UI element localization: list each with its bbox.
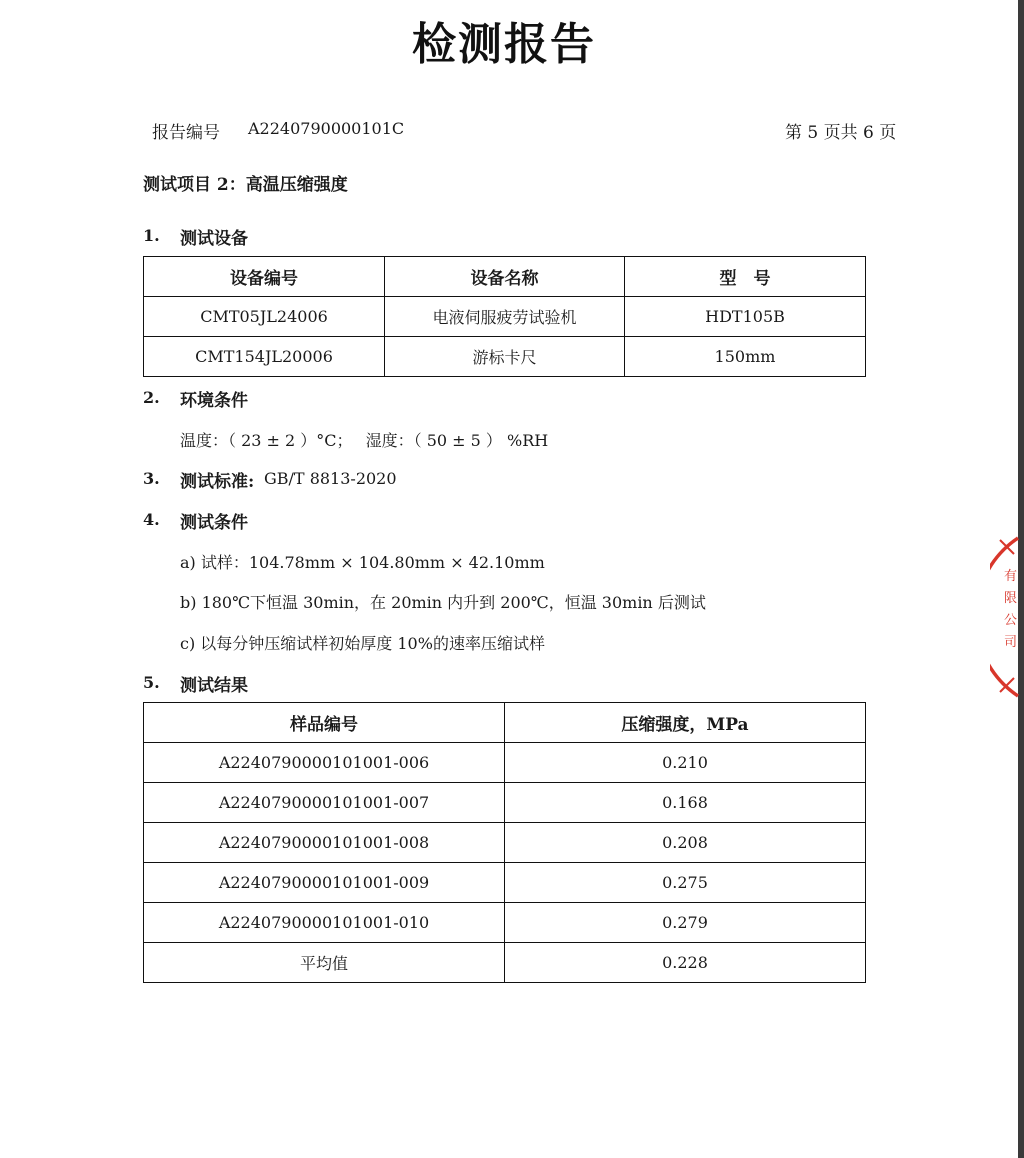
environment-conditions-text: 温度：（ 23 ± 2 ）°C； 湿度：（ 50 ± 5 ） %RH [180,431,549,450]
company-seal-stamp [990,530,1020,710]
equipment-table [143,256,866,377]
strength-cell: 0.210 [505,743,866,783]
strength-cell: 0.168 [505,783,866,823]
header-model: 型 号 [625,257,866,297]
table-row [144,863,866,903]
table-row [144,743,866,783]
test-standard-value: GB/T 8813-2020 [264,469,397,488]
table-row [144,297,866,337]
table-row [144,337,866,377]
report-title: 检测报告 [412,19,596,70]
equipment-name-cell: 游标卡尺 [385,337,625,377]
header-sample-id: 样品编号 [144,703,505,743]
section-3-number: 3. [143,469,160,488]
condition-line-a: a) 试样：104.78mm × 104.80mm × 42.10mm [180,553,545,572]
header-compressive-strength: 压缩强度，MPa [505,703,866,743]
seal-lettering: 司 [1004,634,1018,649]
equipment-name-cell: 电液伺服疲劳试验机 [385,297,625,337]
section-4-title: 测试条件 [180,513,248,533]
seal-lettering: 限 [1004,590,1018,605]
test-item-title: 测试项目 2：高温压缩强度 [143,175,348,195]
sample-id-cell: A2240790000101001-007 [144,783,505,823]
condition-line-b: b) 180℃下恒温 30min，在 20min 内升到 200℃，恒温 30min 后测试 [180,593,706,612]
equipment-model-cell: 150mm [625,337,866,377]
section-1-title: 测试设备 [180,229,248,249]
header-equipment-name: 设备名称 [385,257,625,297]
section-5-title: 测试结果 [180,676,248,696]
average-value-cell: 0.228 [505,943,866,983]
table-row [144,783,866,823]
seal-graphic [990,530,1020,710]
table-row-average [144,943,866,983]
section-4-number: 4. [143,510,160,529]
table-header-row [144,257,866,297]
sample-id-cell: A2240790000101001-006 [144,743,505,783]
header-equipment-id: 设备编号 [144,257,385,297]
seal-lettering: 有 [1004,568,1018,583]
table-row [144,903,866,943]
equipment-model-cell: HDT105B [625,297,866,337]
table-header-row [144,703,866,743]
sample-id-cell: A2240790000101001-008 [144,823,505,863]
condition-line-c: c) 以每分钟压缩试样初始厚度 10%的速率压缩试样 [180,634,545,653]
section-2-title: 环境条件 [180,391,248,411]
section-5-number: 5. [143,673,160,692]
section-2-number: 2. [143,388,160,407]
seal-lettering: 公 [1004,612,1018,627]
sample-id-cell: A2240790000101001-009 [144,863,505,903]
sample-id-cell: A2240790000101001-010 [144,903,505,943]
strength-cell: 0.275 [505,863,866,903]
section-3-title: 测试标准: [180,472,255,492]
strength-cell: 0.279 [505,903,866,943]
results-table [143,702,866,983]
section-1-number: 1. [143,226,160,245]
table-row [144,823,866,863]
page-number-info: 第 5 页共 6 页 [785,123,897,143]
strength-cell: 0.208 [505,823,866,863]
equipment-id-cell: CMT05JL24006 [144,297,385,337]
average-label-cell: 平均值 [144,943,505,983]
report-number-label: 报告编号 [152,123,220,143]
report-number: A2240790000101C [248,119,405,138]
equipment-id-cell: CMT154JL20006 [144,337,385,377]
